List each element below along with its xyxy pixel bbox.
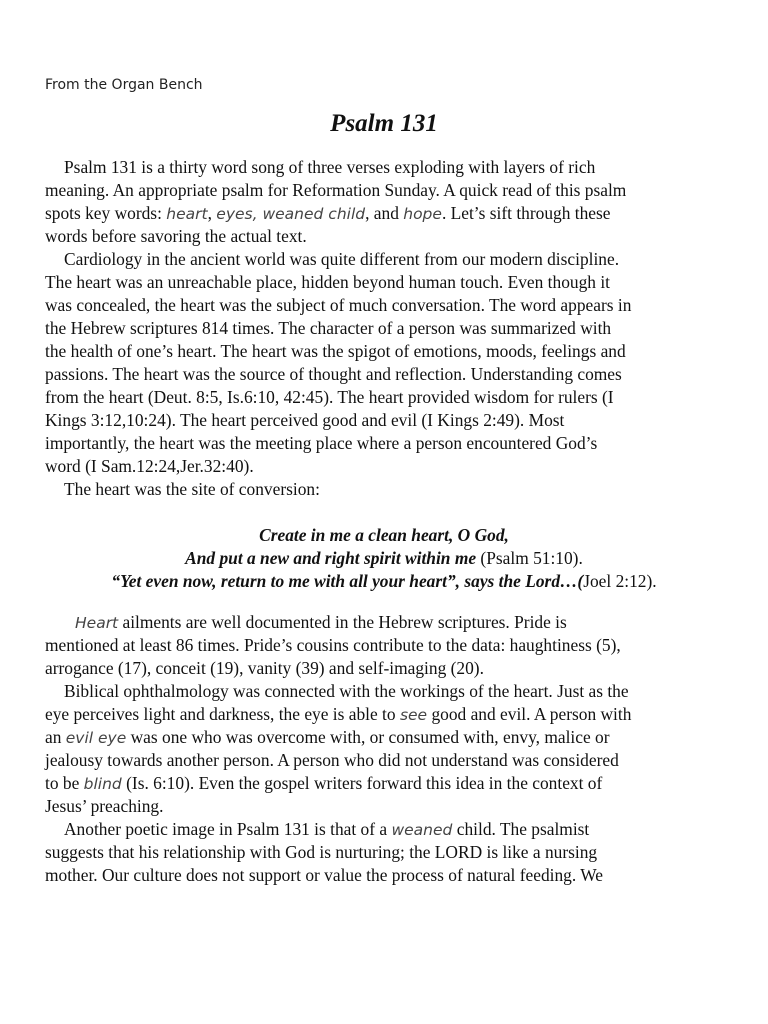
- text-run: Another poetic image in Psalm 131 is that of a: [64, 819, 392, 839]
- paragraph-line: [45, 202, 725, 225]
- text-run: was one who was overcome with, or consumed with, envy, malice or: [126, 727, 610, 747]
- quote-text: And put a new and right spirit within me: [185, 548, 477, 568]
- paragraph-line: jealousy towards another person. A person who did not understand was considered: [45, 750, 619, 770]
- paragraph-line: word (I Sam.12:24,Jer.32:40).: [45, 456, 254, 476]
- paragraph-line: passions. The heart was the source of thought and reflection. Understanding comes: [45, 364, 622, 384]
- paragraph-line: the Hebrew scriptures 814 times. The character of a person was summarized with: [45, 318, 612, 338]
- paragraph-line: mentioned at least 86 times. Pride’s cousins contribute to the data: haughtiness (5),: [45, 635, 621, 655]
- text-run: ,: [207, 203, 217, 223]
- page-title: Psalm 131: [330, 110, 438, 137]
- running-header: From the Organ Bench: [45, 77, 203, 93]
- paragraph-line: importantly, the heart was the meeting place where a person encountered God’s: [45, 433, 598, 453]
- paragraph-line: [45, 611, 725, 634]
- text-run: (Is. 6:10). Even the gospel writers forward this idea in the context of: [121, 773, 603, 793]
- paragraph-line: mother. Our culture does not support or value the process of natural feeding. We: [45, 865, 604, 885]
- text-run: words before savoring the actual text.: [45, 226, 307, 246]
- paragraph-line: arrogance (17), conceit (19), vanity (39) and self-imaging (20).: [45, 658, 484, 678]
- paragraph-line: the health of one’s heart. The heart was the spigot of emotions, moods, feelings and: [45, 341, 626, 361]
- paragraph-line: The heart was an unreachable place, hidden beyond human touch. Even though it: [45, 272, 611, 292]
- text-run: Psalm 131 is a thirty word song of three verses exploding with layers of rich: [64, 157, 596, 177]
- quote-line: [0, 524, 768, 547]
- text-run: child. The psalmist: [452, 819, 590, 839]
- paragraph-line: was concealed, the heart was the subject of much conversation. The word appears in: [45, 295, 632, 315]
- quote-text: “Yet even now, return to me with all your heart”, says the Lord…(: [111, 571, 584, 591]
- paragraph-line: [45, 179, 725, 202]
- quote-text: Create in me a clean heart, O God,: [259, 525, 509, 545]
- paragraph-line: suggests that his relationship with God is nurturing; the LORD is like a nursing: [45, 842, 598, 862]
- paragraph-line: Biblical ophthalmology was connected with the workings of the heart. Just as the: [64, 681, 629, 701]
- text-run: meaning. An appropriate psalm for Reformation Sunday. A quick read of this psalm: [45, 180, 627, 200]
- paragraph-line: [45, 726, 725, 749]
- text-run: good and evil. A person with: [427, 704, 632, 724]
- keyword-heart: Heart: [75, 614, 119, 632]
- quote-reference: (Psalm 51:10).: [476, 548, 583, 568]
- paragraph-line: [45, 818, 725, 841]
- keyword-blind: blind: [83, 775, 122, 793]
- text-run: an: [45, 727, 66, 747]
- keyword-evil-eye: evil eye: [65, 729, 127, 747]
- body-block-2: [45, 611, 725, 887]
- keyword-eyes: eyes, weaned child: [216, 205, 366, 223]
- quote-line: [0, 547, 768, 570]
- text-run: to be: [45, 773, 84, 793]
- paragraph-line: The heart was the site of conversion:: [64, 479, 320, 499]
- keyword-see: see: [399, 706, 428, 724]
- quote-reference: Joel 2:12).: [583, 571, 657, 591]
- keyword-hope: hope: [403, 205, 442, 223]
- body-block-1: [45, 156, 725, 501]
- quote-line: [0, 570, 768, 593]
- paragraph-line: [45, 225, 725, 248]
- text-run: , and: [365, 203, 404, 223]
- keyword-heart: heart: [166, 205, 208, 223]
- paragraph-line: from the heart (Deut. 8:5, Is.6:10, 42:45). The heart provided wisdom for rulers (I: [45, 387, 614, 407]
- paragraph-line: Jesus’ preaching.: [45, 796, 164, 816]
- paragraph-line: Cardiology in the ancient world was quite different from our modern discipline.: [64, 249, 620, 269]
- paragraph-line: [45, 703, 725, 726]
- scripture-quote: [0, 524, 768, 593]
- text-run: eye perceives light and darkness, the eye is able to: [45, 704, 400, 724]
- text-run: ailments are well documented in the Hebrew scriptures. Pride is: [118, 612, 567, 632]
- paragraph-line: [45, 772, 725, 795]
- paragraph-line: [45, 156, 725, 179]
- text-run: . Let’s sift through these: [441, 203, 611, 223]
- text-run: spots key words:: [45, 203, 167, 223]
- keyword-weaned: weaned: [391, 821, 453, 839]
- paragraph-line: Kings 3:12,10:24). The heart perceived good and evil (I Kings 2:49). Most: [45, 410, 565, 430]
